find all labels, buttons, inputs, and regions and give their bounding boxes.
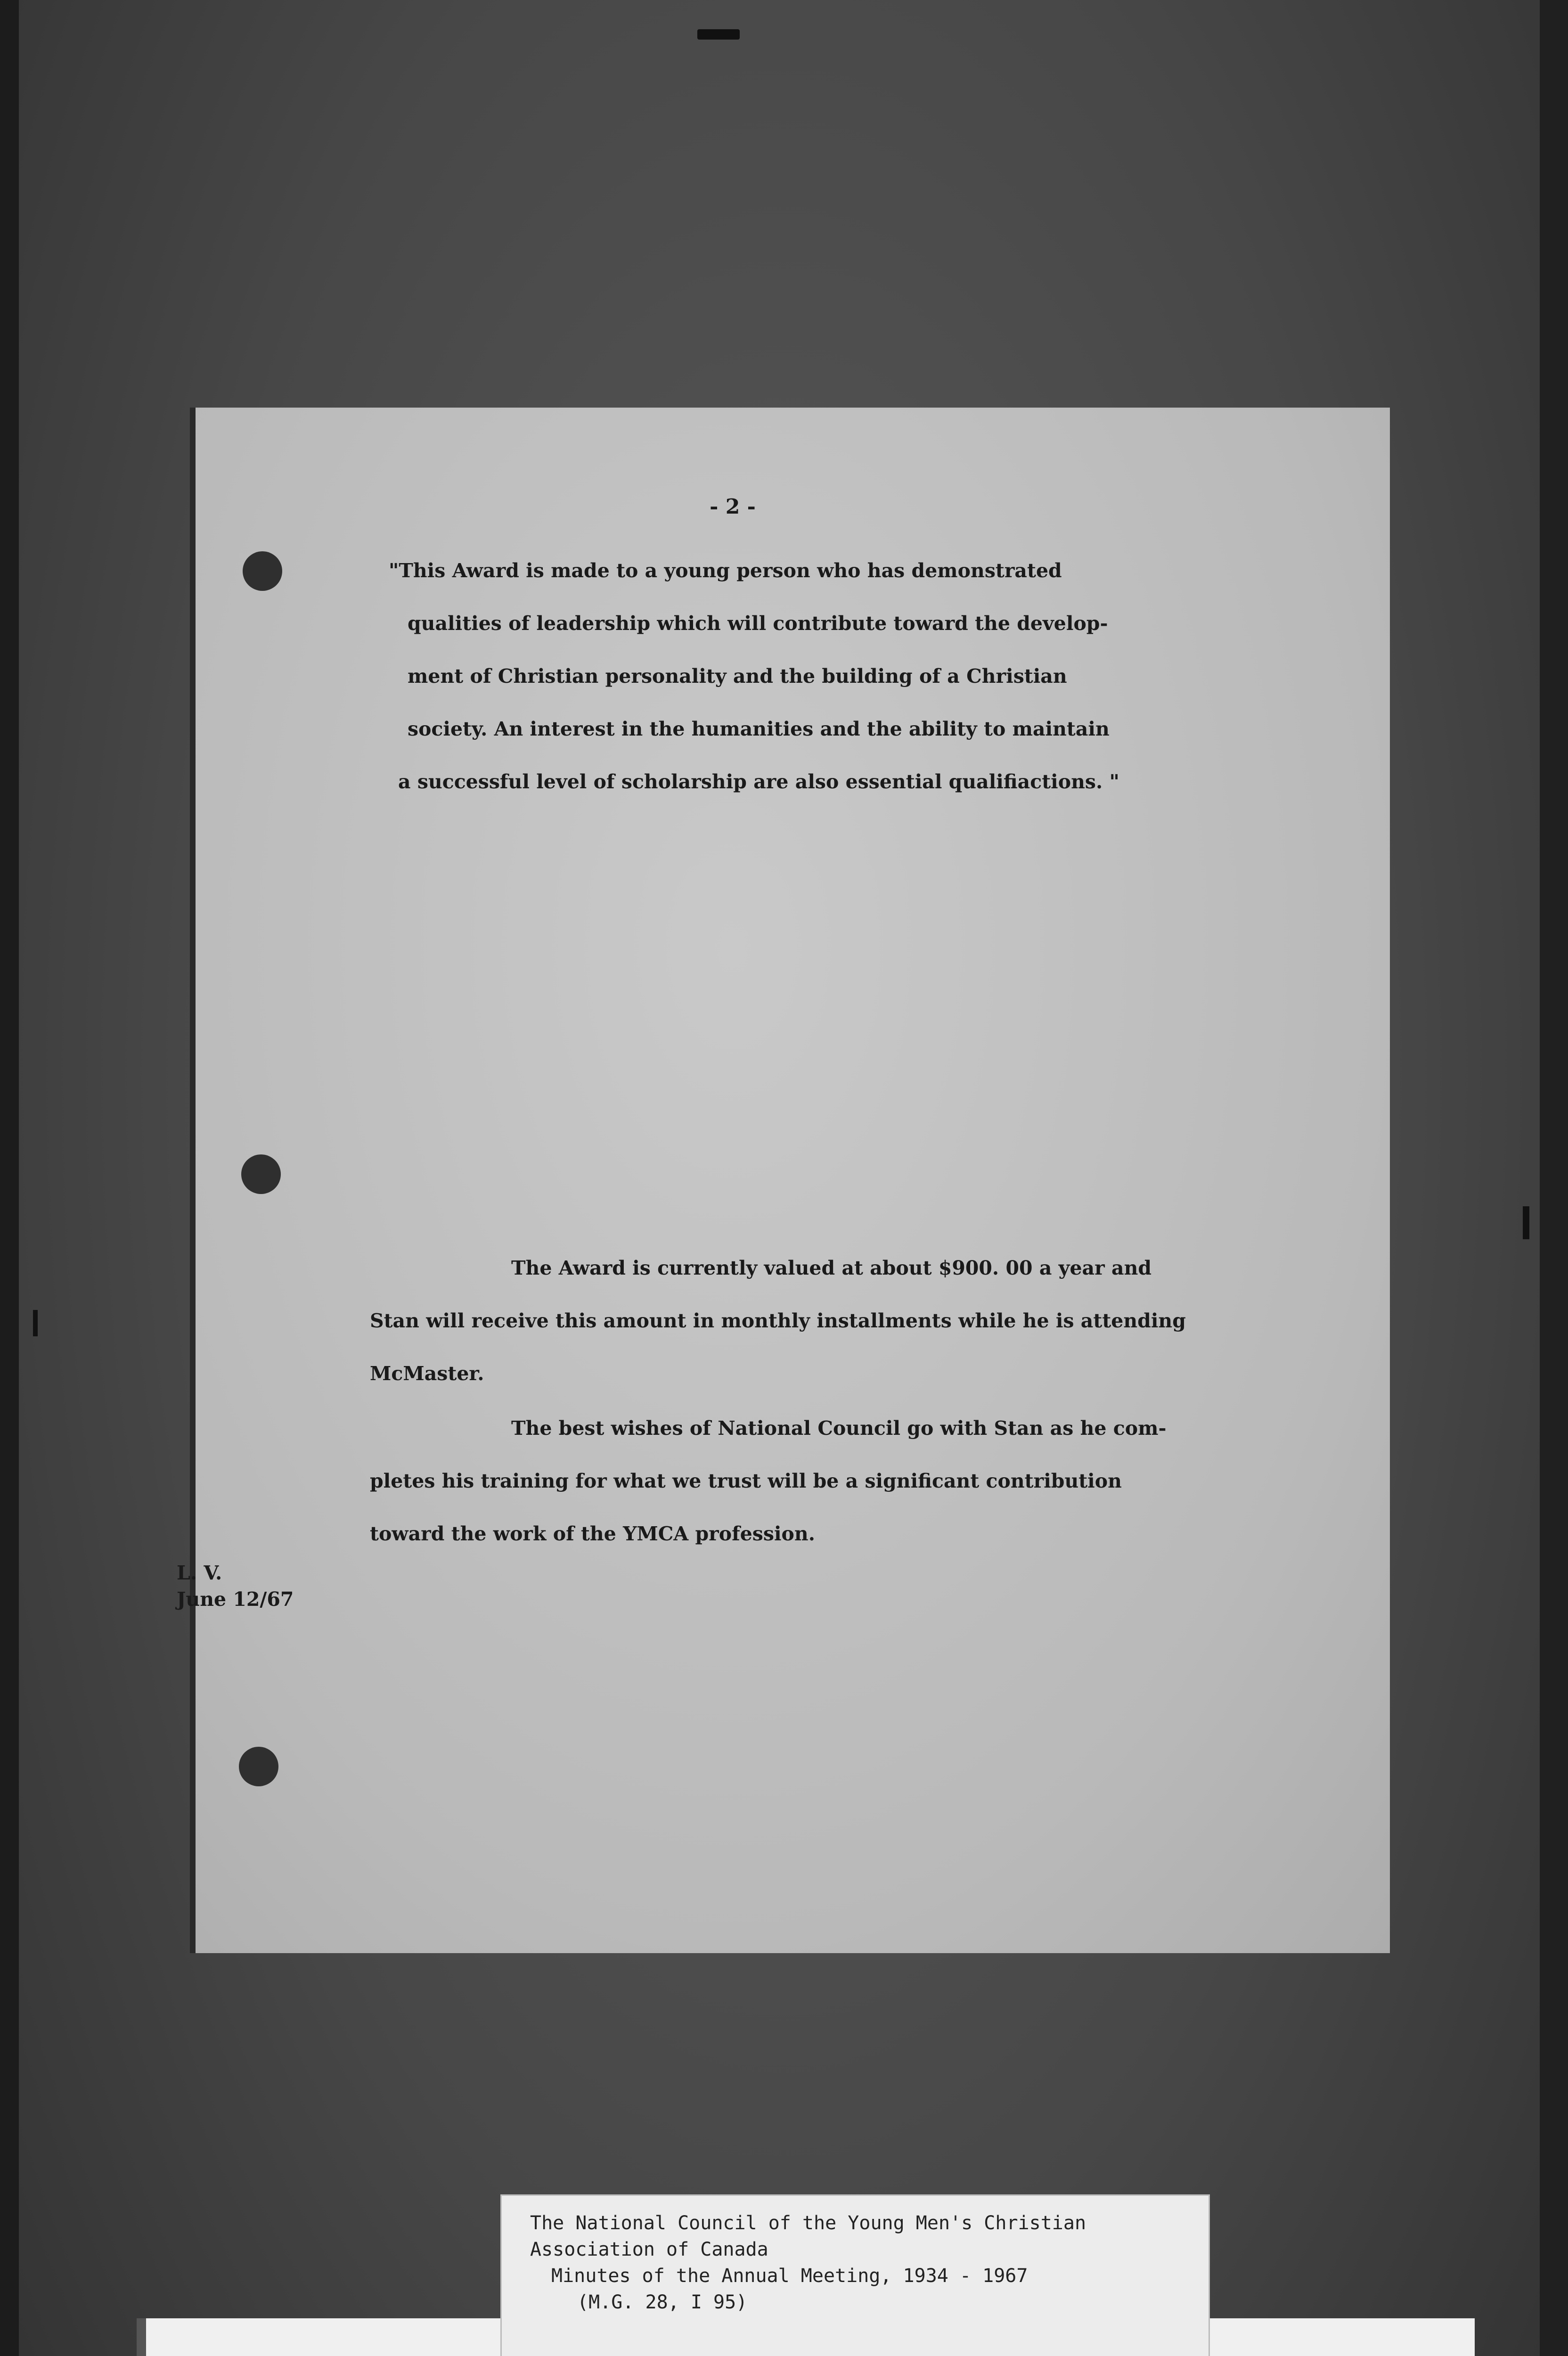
- quote-line: society. An interest in the humanities and the ability to maintain: [408, 718, 1110, 740]
- punch-hole: [241, 1154, 281, 1194]
- paragraph-line: Stan will receive this amount in monthly installments while he is attending: [370, 1309, 1186, 1332]
- punch-hole: [243, 551, 282, 591]
- archive-label-text: [530, 2210, 1086, 2315]
- paragraph-line: The best wishes of National Council go with Stan as he com-: [511, 1417, 1167, 1440]
- award-value-paragraph: [370, 1242, 1369, 1400]
- film-edge-left: [0, 0, 19, 2356]
- document-page: [196, 408, 1390, 1953]
- signature-date: June 12/67: [177, 1588, 294, 1611]
- label-line: The National Council of the Young Men's Christian: [530, 2212, 1086, 2234]
- award-quote: [389, 544, 1340, 808]
- film-mark: [1523, 1206, 1529, 1239]
- page-number: - 2 -: [710, 495, 756, 519]
- film-edge-right: [1540, 0, 1568, 2356]
- label-line: Minutes of the Annual Meeting, 1934 - 1967: [551, 2265, 1028, 2287]
- paragraph-line: McMaster.: [370, 1362, 484, 1385]
- paragraph-line: pletes his training for what we trust will be a significant contribution: [370, 1470, 1122, 1492]
- quote-line: ment of Christian personality and the building of a Christian: [408, 665, 1067, 687]
- quote-line: "This Award is made to a young person who has demonstrated: [389, 559, 1062, 582]
- paragraph-line: toward the work of the YMCA profession.: [370, 1522, 815, 1545]
- archive-label-card: [502, 2196, 1209, 2356]
- label-line: Association of Canada: [530, 2239, 768, 2260]
- quote-line: a successful level of scholarship are also essential qualifiactions. ": [398, 770, 1119, 793]
- signature-initials: L. V.: [177, 1562, 222, 1584]
- film-mark: [33, 1310, 38, 1336]
- quote-line: qualities of leadership which will contribute toward the develop-: [408, 612, 1108, 635]
- film-mark: [697, 29, 740, 40]
- best-wishes-paragraph: [370, 1402, 1369, 1560]
- signature-block: [177, 1560, 294, 1612]
- paragraph-line: The Award is currently valued at about $900. 00 a year and: [511, 1257, 1152, 1279]
- label-line: (M.G. 28, I 95): [577, 2291, 748, 2313]
- punch-hole: [239, 1747, 278, 1786]
